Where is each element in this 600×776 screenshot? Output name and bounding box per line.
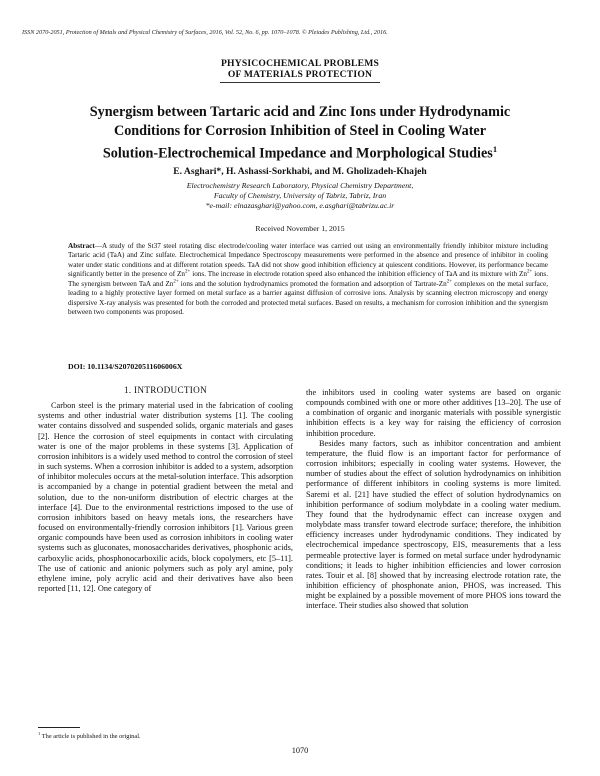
footnote [38,731,141,740]
intro-paragraph-2: the inhibitors used in cooling water systems are based on organic compounds combined with one or more other additives [13–20]. The use of a combination of organic and inorganic materials with possible synergistic inhibition effects is a key way for raising the efficiency of corrosion inhibition procedure. [306,388,561,438]
footnote-text: The article is published in the original. [40,733,141,741]
abstract-part-1: A study of the St37 steel rotating disc electrode/cooling water interface was carried out using an environmentally friendly inhibitor mixture including Tartaric acid (TaA) and Zinc sulfate. Electrochemical Impedance Spectroscopy measurements were performed in the absence and presence of inhibitor in cooling water under static conditions and at different rotation speeds. TaA did not show good inhibition efficiency at quiescent conditions. However, its performance became significantly better in the presence of Zn [68,242,548,279]
affiliation-line-2: Faculty of Chemistry, University of Tabriz, Tabriz, Iran [213,191,387,200]
received-date: Received November 1, 2015 [255,224,345,233]
intro-paragraph-3: Besides many factors, such as inhibitor concentration and ambient temperature, the fluid flow is an important factor for performance of corrosion inhibitors; especially in cooling water systems. However, the number of studies about the effect of solution hydrodynamics on inhibition performance of different inhibitors in cooling systems is more limited. Saremi et al. [21] have studied the effect of solution hydrodynamics on inhibition performance of sodium molybdate in a cooling water medium. They found that the hydrodynamic effect can increase oxygen and molybdate mass transfer toward electrode surface; therefore, the inhibition efficiency increases under hydrodynamic conditions. They indicated by electrochemical impedance spectroscopy, EIS, measurements that a less permeable protective layer is formed on metal surface under hydrodynamic conditions; it leads to higher inhibition efficiencies and lower corrosion rates. Touir et al. [8] showed that by increasing electrode rotation rate, the inhibition efficiency of phosphonate anion, PHOS, was increased. This might be explained by a possible movement of more PHOS ions toward the interface. Their studies also showed that solution [306,438,561,611]
abstract [68,242,548,318]
footnote-mark: 1 [38,731,41,736]
affiliation [0,181,600,211]
journal-header: ISSN 2070-2051, Protection of Metals and Physical Chemistry of Surfaces, 2016, Vol. 52, No. 6, pp. 1070–1078. © Pleiades Publishing, Ltd., 2016. [22,29,388,36]
email-line: *e-mail: elnazasghari@yahoo.com, e.asghari@tabrizu.ac.ir [205,201,395,210]
page-number: 1070 [291,746,309,755]
title-footnote-mark: 1 [492,144,498,154]
section-line-1: PHYSICOCHEMICAL PROBLEMS [220,58,380,69]
section-line-2: OF MATERIALS PROTECTION [227,69,373,80]
affiliation-line-1: Electrochemistry Research Laboratory, Physical Chemistry Department, [186,181,414,190]
abstract-sup-2: 2+ [527,269,533,275]
doi: DOI: 10.1134/S207020511606006X [68,362,183,371]
introduction-heading: 1. INTRODUCTION [123,385,208,395]
abstract-part-5: complexes on the metal surface, leading to a highly protective layer formed on metal surface as a barrier against diffusion of corrosive ions. Analysis by scanning electron microscopy and energy dispersive X-ray analysis was presented for both the corroded and protected metal surfaces. Based on results, a mechanism for corrosion inhibition and the synergism between two components was proposed. [68,279,549,317]
title-line-3-text: Solution-Electrochemical Impedance and Morphological Studies [102,145,493,162]
abstract-label: Abstract [68,242,95,250]
abstract-sup-3: 2+ [173,279,179,285]
footnote-rule [38,727,80,728]
section-heading [0,58,600,80]
abstract-sup-1: 2+ [185,269,191,275]
intro-paragraph-1: Carbon steel is the primary material used in the fabrication of cooling systems and other industrial water distribution systems [1]. The cooling water contains dissolved and suspended solids, organic materials and gases [2]. Hence the corrosion of steel equipments in contact with circulating water is one of the major problems in these systems [3]. Application of corrosion inhibitors is a widely used method to control the corrosion of steel in such systems. When a corrosion inhibitor is added to a system, adsorption of inhibitor molecules occurs at the metal-solution interface. This adsorption is accompanied by a change in potential gradient between the metal and solution, due to the non-uniform distribution of electric charges at the interface [4]. Due to the environmental restrictions imposed to the use of corrosion inhibitors based on heavy metals ions, the researchers have focused on environmentally-friendly corrosion inhibitors [1]. Various green organic compounds have been used as corrosion inhibitors in cooling water systems such as gluconates, monosaccharides derivatives, phosphonic acids, carboxylic acids, phosphonocarboxilic acids, block copolymers, etc [5–11]. The use of cationic and anionic polymers such as poly aryl amine, poly ethylene imine, poly acrylic acid and their derivatives have also been reported [11, 12]. One category of [38,401,293,593]
authors: E. Asghari*, H. Ashassi-Sorkhabi, and M. Gholizadeh-Khajeh [173,166,427,177]
column-left [38,385,293,594]
section-rule [220,82,380,83]
title-line-1: Synergism between Tartaric acid and Zinc Ions under Hydrodynamic [89,104,511,120]
column-right [306,388,561,611]
title-line-2: Conditions for Corrosion Inhibition of Steel in Cooling Water [113,122,487,139]
title-line-3 [30,140,570,163]
abstract-sup-4: 2+ [446,279,453,285]
article-title [30,103,570,163]
abstract-part-3: ions. The synergism between TaA and Zn [68,270,548,288]
abstract-part-2: ions. The increase in electrode rotation speed also enhanced the inhibition efficiency of TaA and its mixture with Zn [190,270,528,279]
abstract-part-4: ions and the solution hydrodynamics promoted the formation and adsorption of Tartrate-Zn [178,279,447,288]
abstract-dash: — [94,242,102,250]
